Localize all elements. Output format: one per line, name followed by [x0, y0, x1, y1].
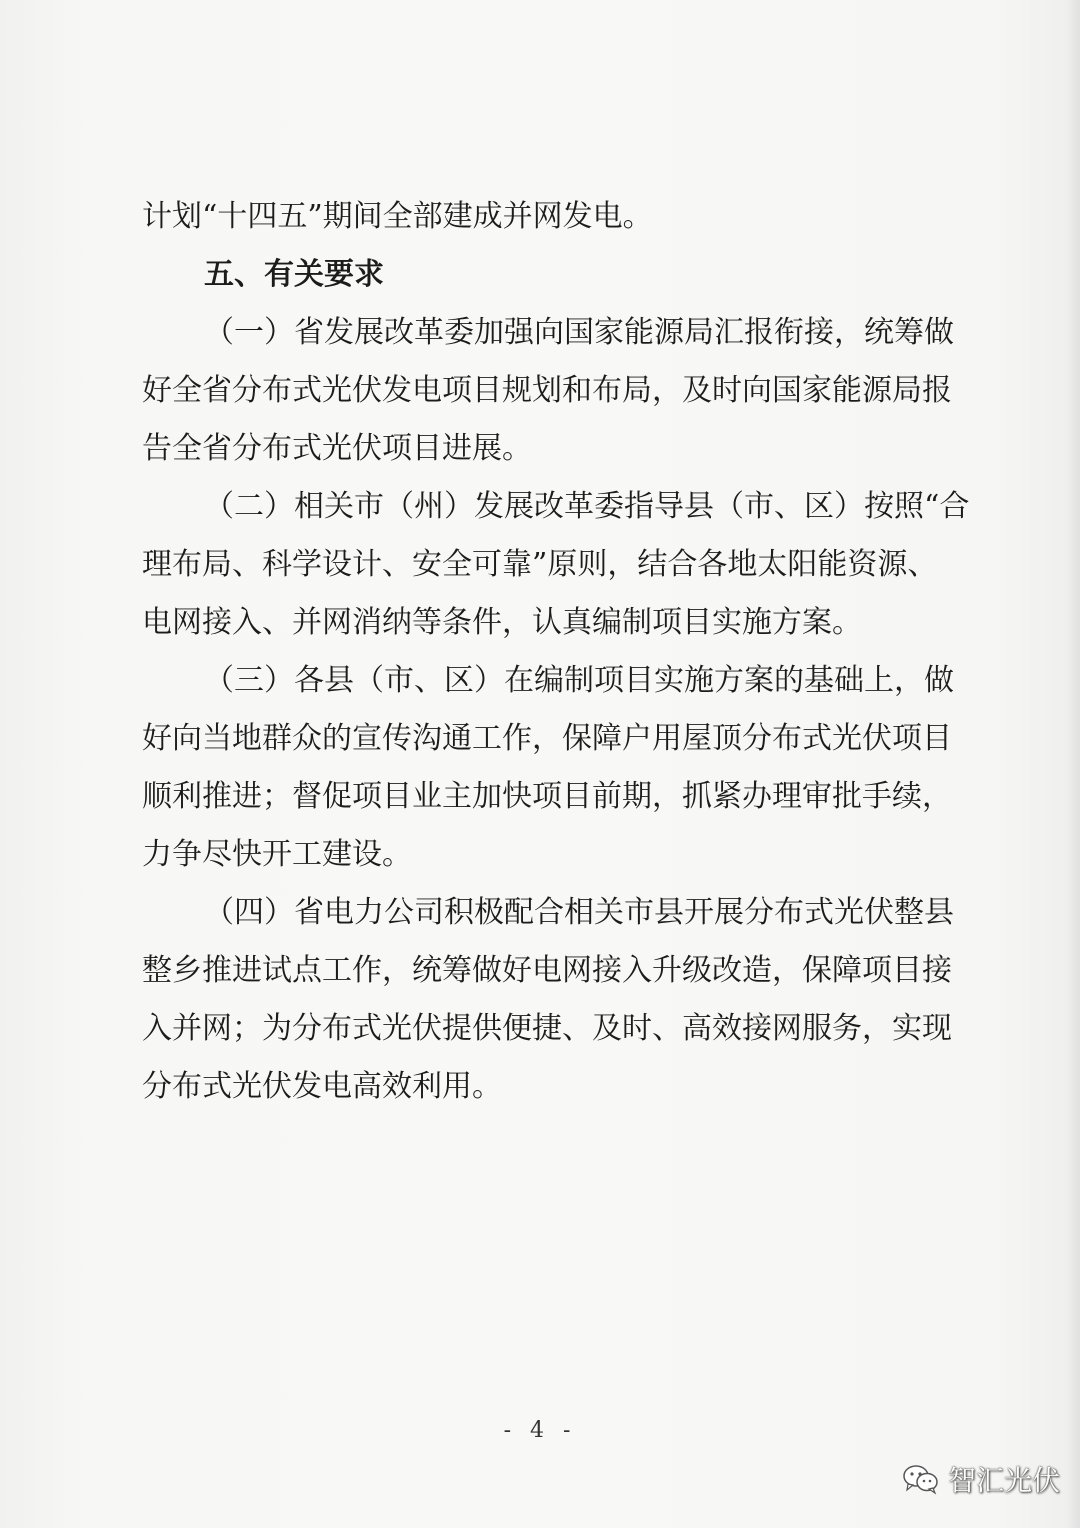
- text-line: 计划“十四五”期间全部建成并网发电。: [142, 199, 653, 234]
- text-line: （一）省发展改革委加强向国家能源局汇报衔接，统筹做: [204, 315, 954, 350]
- text-line: 入并网；为分布式光伏提供便捷、及时、高效接网服务，实现: [142, 1011, 952, 1046]
- text-line: 好全省分布式光伏发电项目规划和布局，及时向国家能源局报: [142, 373, 952, 408]
- text-line: 顺利推进；督促项目业主加快项目前期，抓紧办理审批手续，: [142, 779, 952, 814]
- text-line: 电网接入、并网消纳等条件，认真编制项目实施方案。: [142, 605, 862, 640]
- text-line: （四）省电力公司积极配合相关市县开展分布式光伏整县: [204, 895, 954, 930]
- page-edge-shadow: [1066, 0, 1080, 1528]
- page-number: - 4 -: [503, 1418, 577, 1443]
- text-line: 好向当地群众的宣传沟通工作，保障户用屋顶分布式光伏项目: [142, 721, 952, 756]
- text-line: 力争尽快开工建设。: [142, 837, 412, 872]
- text-line: （二）相关市（州）发展改革委指导县（市、区）按照“合: [204, 489, 970, 524]
- text-line: 分布式光伏发电高效利用。: [142, 1069, 502, 1104]
- wechat-icon: [902, 1463, 940, 1495]
- text-line: 理布局、科学设计、安全可靠”原则，结合各地太阳能资源、: [142, 547, 938, 582]
- text-line: 整乡推进试点工作，统筹做好电网接入升级改造，保障项目接: [142, 953, 952, 988]
- section-heading: 五、有关要求: [204, 257, 384, 292]
- text-line: 告全省分布式光伏项目进展。: [142, 431, 532, 466]
- watermark-text: 智汇光伏: [948, 1464, 1061, 1497]
- watermark: [902, 1457, 1060, 1501]
- text-line: （三）各县（市、区）在编制项目实施方案的基础上，做: [204, 663, 954, 698]
